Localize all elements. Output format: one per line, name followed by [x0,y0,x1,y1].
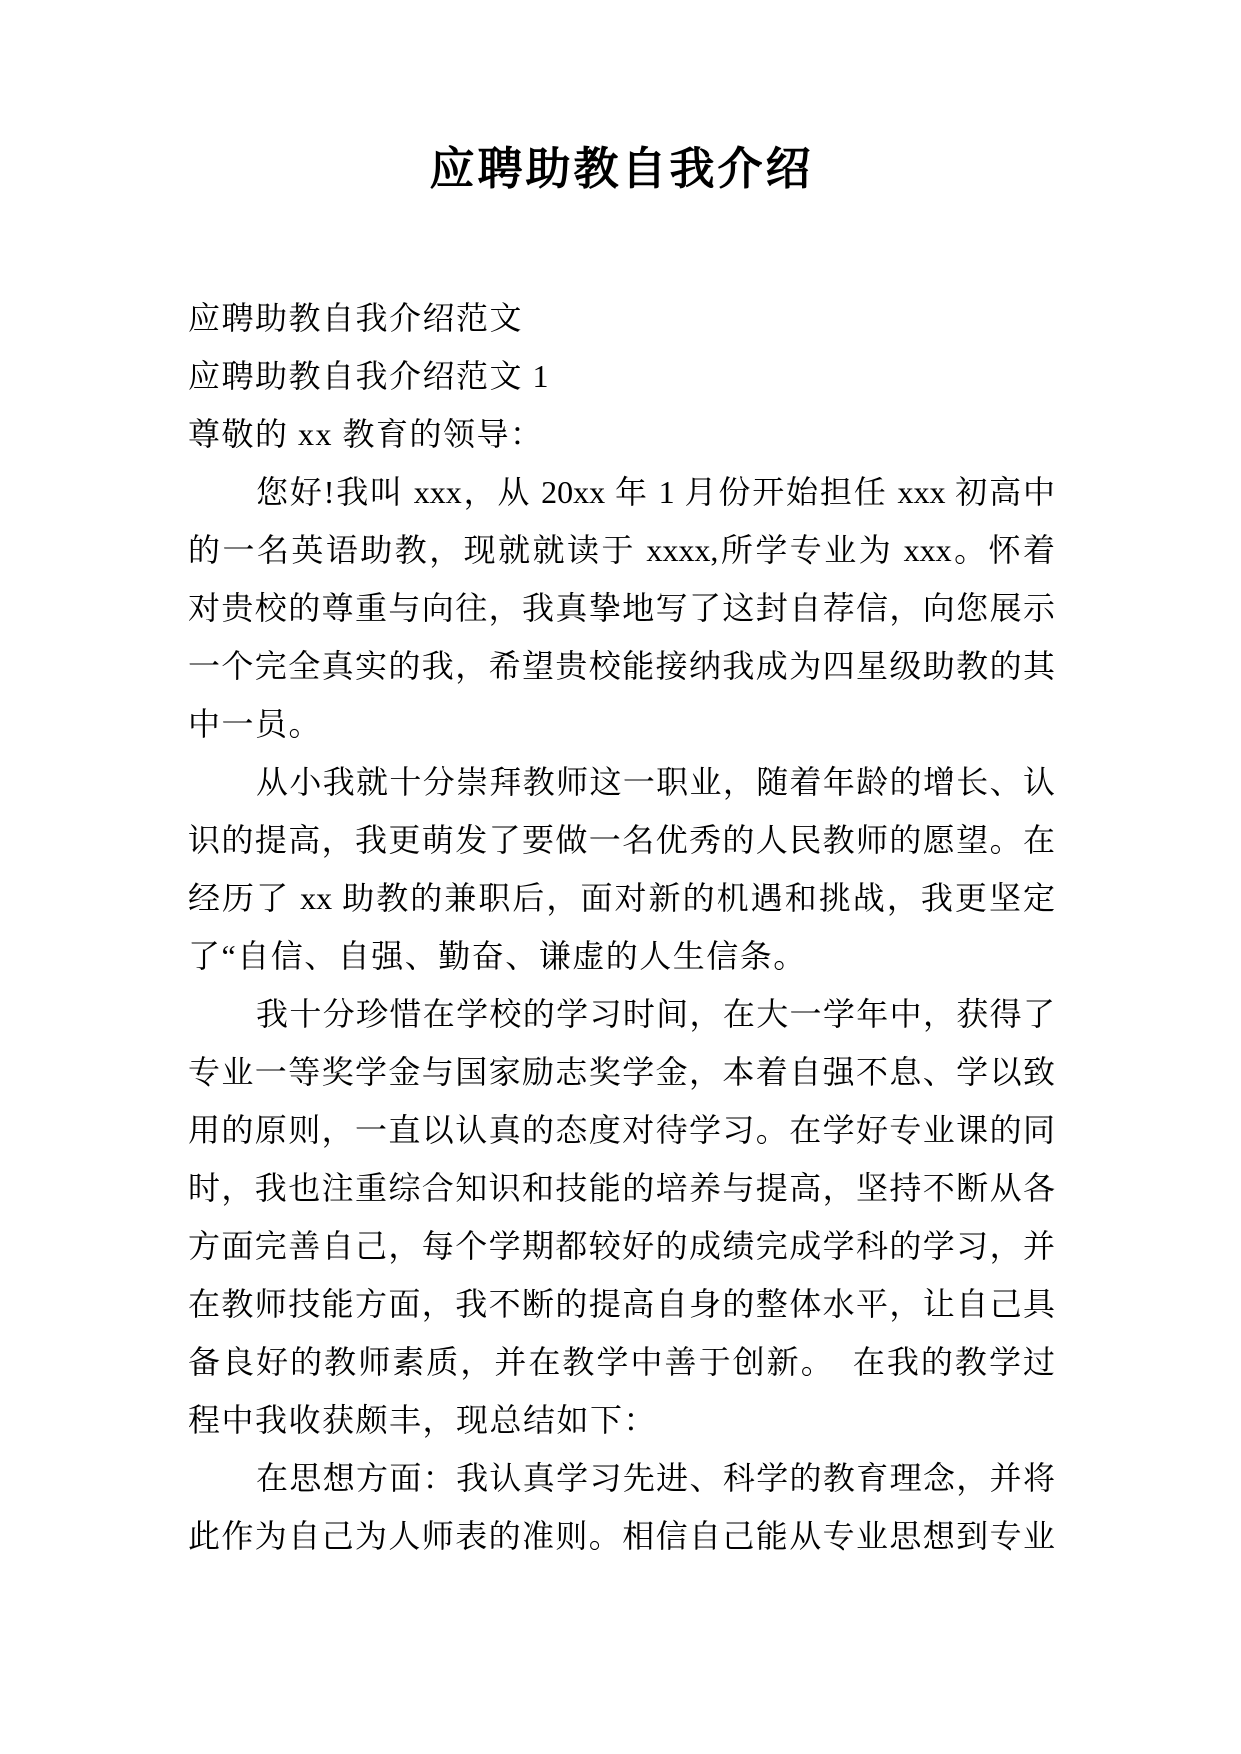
text-line: 应聘助教自我介绍范文 1 [188,358,551,394]
text-line: 在教师技能方面，我不断的提高自身的整体水平，让自己具 [188,1286,1055,1322]
text-line: 识的提高，我更萌发了要做一名优秀的人民教师的愿望。在 [188,822,1055,858]
text-line: 在思想方面：我认真学习先进、科学的教育理念，并将 [256,1460,1055,1496]
text-line: 尊敬的 xx 教育的领导： [188,416,544,452]
document-title: 应聘助教自我介绍 [429,144,814,194]
text-line: 了“自信、自强、勤奋、谦虚的人生信条。 [188,938,807,974]
text-line: 专业一等奖学金与国家励志奖学金，本着自强不息、学以致 [188,1054,1055,1090]
text-line: 您好!我叫 xxx，从 20xx 年 1 月份开始担任 xxx 初高中 [256,474,1055,510]
text-line: 程中我收获颇丰，现总结如下： [188,1402,658,1438]
text-line: 时，我也注重综合知识和技能的培养与提高，坚持不断从各 [188,1170,1055,1206]
document-body [188,289,1055,1565]
text-line: 一个完全真实的我，希望贵校能接纳我成为四星级助教的其 [188,648,1055,684]
text-line: 经历了 xx 助教的兼职后，面对新的机遇和挑战，我更坚定 [188,880,1055,916]
text-line: 从小我就十分崇拜教师这一职业，随着年龄的增长、认 [256,764,1055,800]
text-line: 我十分珍惜在学校的学习时间，在大一学年中，获得了 [256,996,1055,1032]
text-line: 此作为自己为人师表的准则。相信自己能从专业思想到专业 [188,1518,1055,1554]
text-line: 应聘助教自我介绍范文 [188,300,524,336]
text-line: 用的原则，一直以认真的态度对待学习。在学好专业课的同 [188,1112,1055,1148]
text-line: 方面完善自己，每个学期都较好的成绩完成学科的学习，并 [188,1228,1055,1264]
text-line: 的一名英语助教，现就就读于 xxxx,所学专业为 xxx。怀着 [188,532,1055,568]
text-line: 中一员。 [188,706,323,742]
text-line: 备良好的教师素质，并在教学中善于创新。 在我的教学过 [188,1344,1055,1380]
text-line: 对贵校的尊重与向往，我真挚地写了这封自荐信，向您展示 [188,590,1055,626]
